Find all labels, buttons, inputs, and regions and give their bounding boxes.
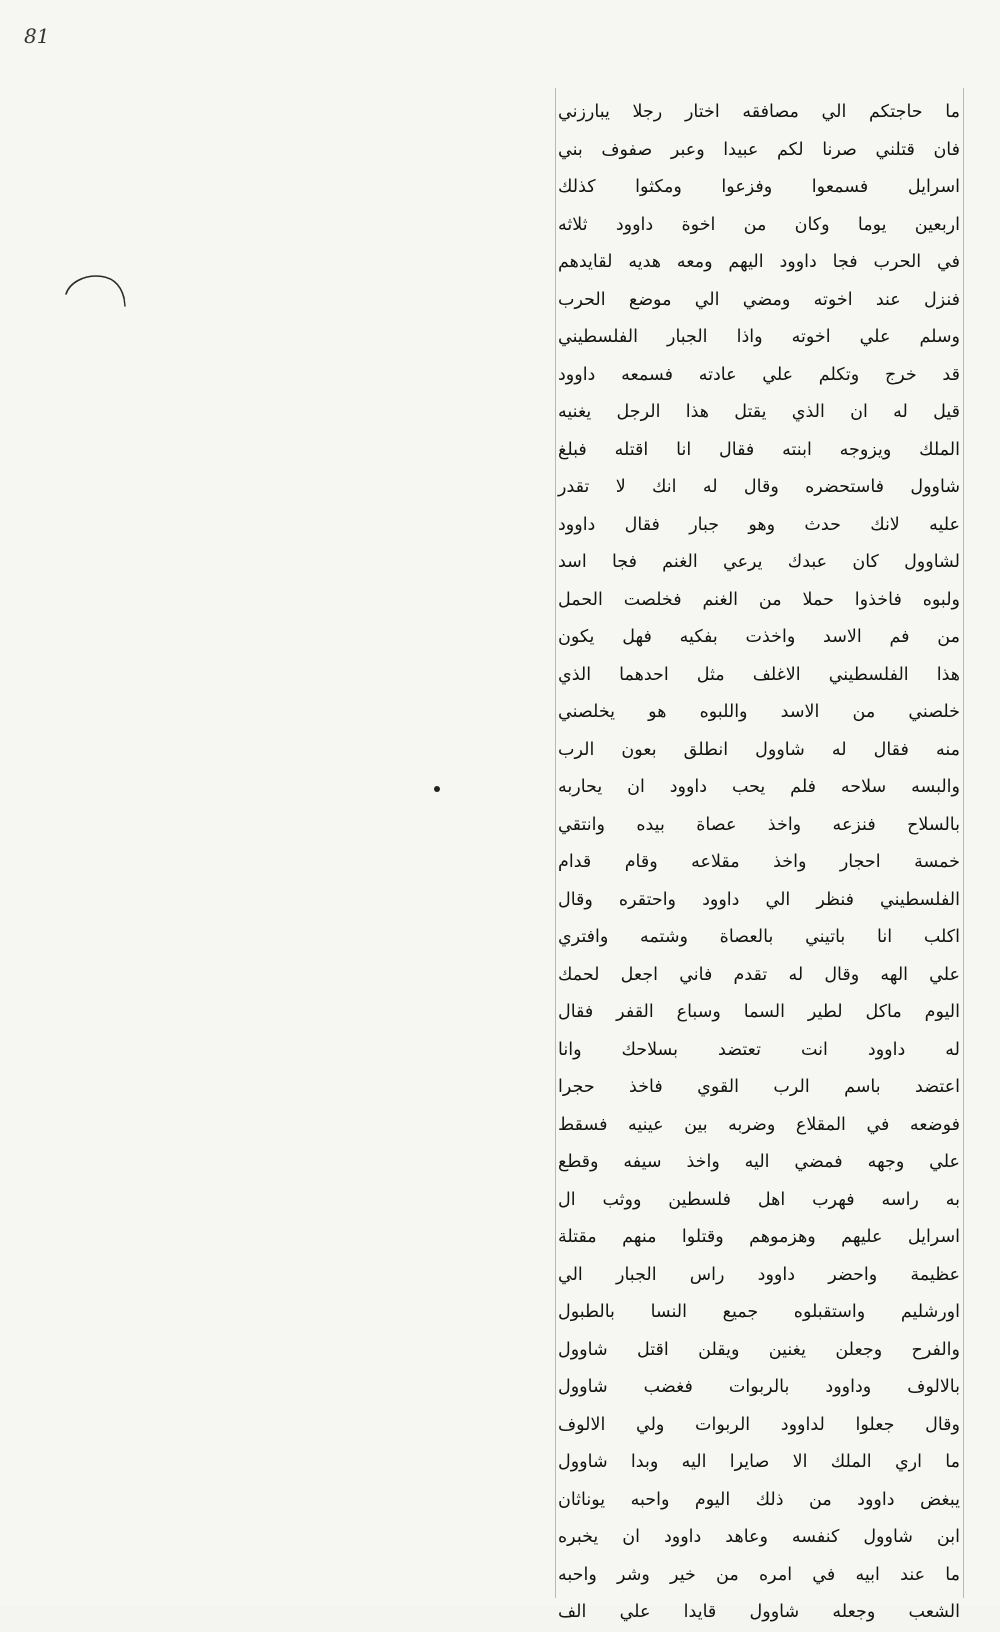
manuscript-line: ابن شاوول كنفسه وعاهد داوود ان يخبره <box>558 1527 960 1547</box>
manuscript-line: بالسلاح فنزعه واخذ عصاة بيده وانتقي <box>558 814 960 835</box>
manuscript-line: له داوود انت تعتضد بسلاحك وانا <box>558 1039 960 1060</box>
manuscript-line: الملك ويزوجه ابنته فقال انا اقتله فبلغ <box>558 439 960 460</box>
manuscript-line: وقال جعلوا لداوود الربوات ولي الالوف <box>558 1414 960 1435</box>
manuscript-line: اليوم ماكل لطير السما وسباع القفر فقال <box>558 1002 960 1022</box>
manuscript-line: اكلب انا باتيني بالعصاة وشتمه وافتري <box>558 927 960 947</box>
manuscript-line: الشعب وجعله شاوول قايدا علي الف <box>558 1602 960 1622</box>
left-ruling-line <box>555 88 556 1598</box>
manuscript-line: به راسه فهرب اهل فلسطين ووثب ال <box>558 1189 960 1210</box>
manuscript-line: الفلسطيني فنظر الي داوود واحتقره وقال <box>558 889 960 910</box>
manuscript-line: من فم الاسد واخذت بفكيه فهل يكون <box>558 627 960 647</box>
folio-number: 81 <box>24 24 50 48</box>
manuscript-text-block <box>558 94 960 1632</box>
manuscript-line: اربعين يوما وكان من اخوة داوود ثلاثه <box>558 214 960 235</box>
manuscript-line: فوضعه في المقلاع وضربه بين عينيه فسقط <box>558 1114 960 1135</box>
right-ruling-line <box>963 88 964 1598</box>
manuscript-line: ما حاجتكم الي مصافقه اختار رجلا يبارزني <box>558 102 960 122</box>
manuscript-line: اسرايل عليهم وهزموهم وقتلوا منهم مقتلة <box>558 1227 960 1247</box>
manuscript-line: والبسه سلاحه فلم يحب داوود ان يحاربه <box>558 777 960 797</box>
manuscript-line: خلصني من الاسد واللبوه هو يخلصني <box>558 702 960 722</box>
manuscript-line: قد خرج وتكلم علي عادته فسمعه داوود <box>558 364 960 385</box>
manuscript-line: علي وجهه فمضي اليه واخذ سيفه وقطع <box>558 1152 960 1172</box>
manuscript-line: منه فقال له شاوول انطلق بعون الرب <box>558 739 960 760</box>
manuscript-line: فان قتلني صرنا لكم عبيدا وعبر صفوف بني <box>558 139 960 160</box>
manuscript-line: اعتضد باسم الرب القوي فاخذ حجرا <box>558 1077 960 1097</box>
manuscript-line: اسرايل فسمعوا وفزعوا ومكثوا كذلك <box>558 177 960 197</box>
ink-dot <box>434 786 440 792</box>
manuscript-line: قيل له ان الذي يقتل هذا الرجل يغنيه <box>558 402 960 422</box>
manuscript-line: خمسة احجار واخذ مقلاعه وقام قدام <box>558 852 960 872</box>
manuscript-line: شاوول فاستحضره وقال له انك لا تقدر <box>558 477 960 497</box>
manuscript-line: هذا الفلسطيني الاغلف مثل احدهما الذي <box>558 664 960 685</box>
manuscript-line: والفرح وجعلن يغنين ويقلن اقتل شاوول <box>558 1339 960 1360</box>
manuscript-line: ما اري الملك الا صايرا اليه وبدا شاوول <box>558 1452 960 1472</box>
manuscript-line: يبغض داوود من ذلك اليوم واحبه يوناثان <box>558 1489 960 1510</box>
manuscript-line: وسلم علي اخوته واذا الجبار الفلسطيني <box>558 327 960 347</box>
manuscript-line: ما عند ابيه في امره من خير وشر واحبه <box>558 1564 960 1585</box>
manuscript-line: علي الهه وقال له تقدم فاني اجعل لحمك <box>558 964 960 985</box>
manuscript-line: في الحرب فجا داوود اليهم ومعه هديه لقايدهم <box>558 252 960 272</box>
manuscript-line: فنزل عند اخوته ومضي الي موضع الحرب <box>558 289 960 310</box>
manuscript-line: عظيمة واحضر داوود راس الجبار الي <box>558 1264 960 1285</box>
manuscript-line: لشاوول كان عبدك يرعي الغنم فجا اسد <box>558 552 960 572</box>
margin-mark <box>62 272 130 312</box>
manuscript-line: ولبوه فاخذوا حملا من الغنم فخلصت الحمل <box>558 589 960 610</box>
manuscript-line: اورشليم واستقبلوه جميع النسا بالطبول <box>558 1302 960 1322</box>
manuscript-line: عليه لانك حدث وهو جبار فقال داوود <box>558 514 960 535</box>
manuscript-line: بالالوف وداوود بالربوات فغضب شاوول <box>558 1377 960 1397</box>
